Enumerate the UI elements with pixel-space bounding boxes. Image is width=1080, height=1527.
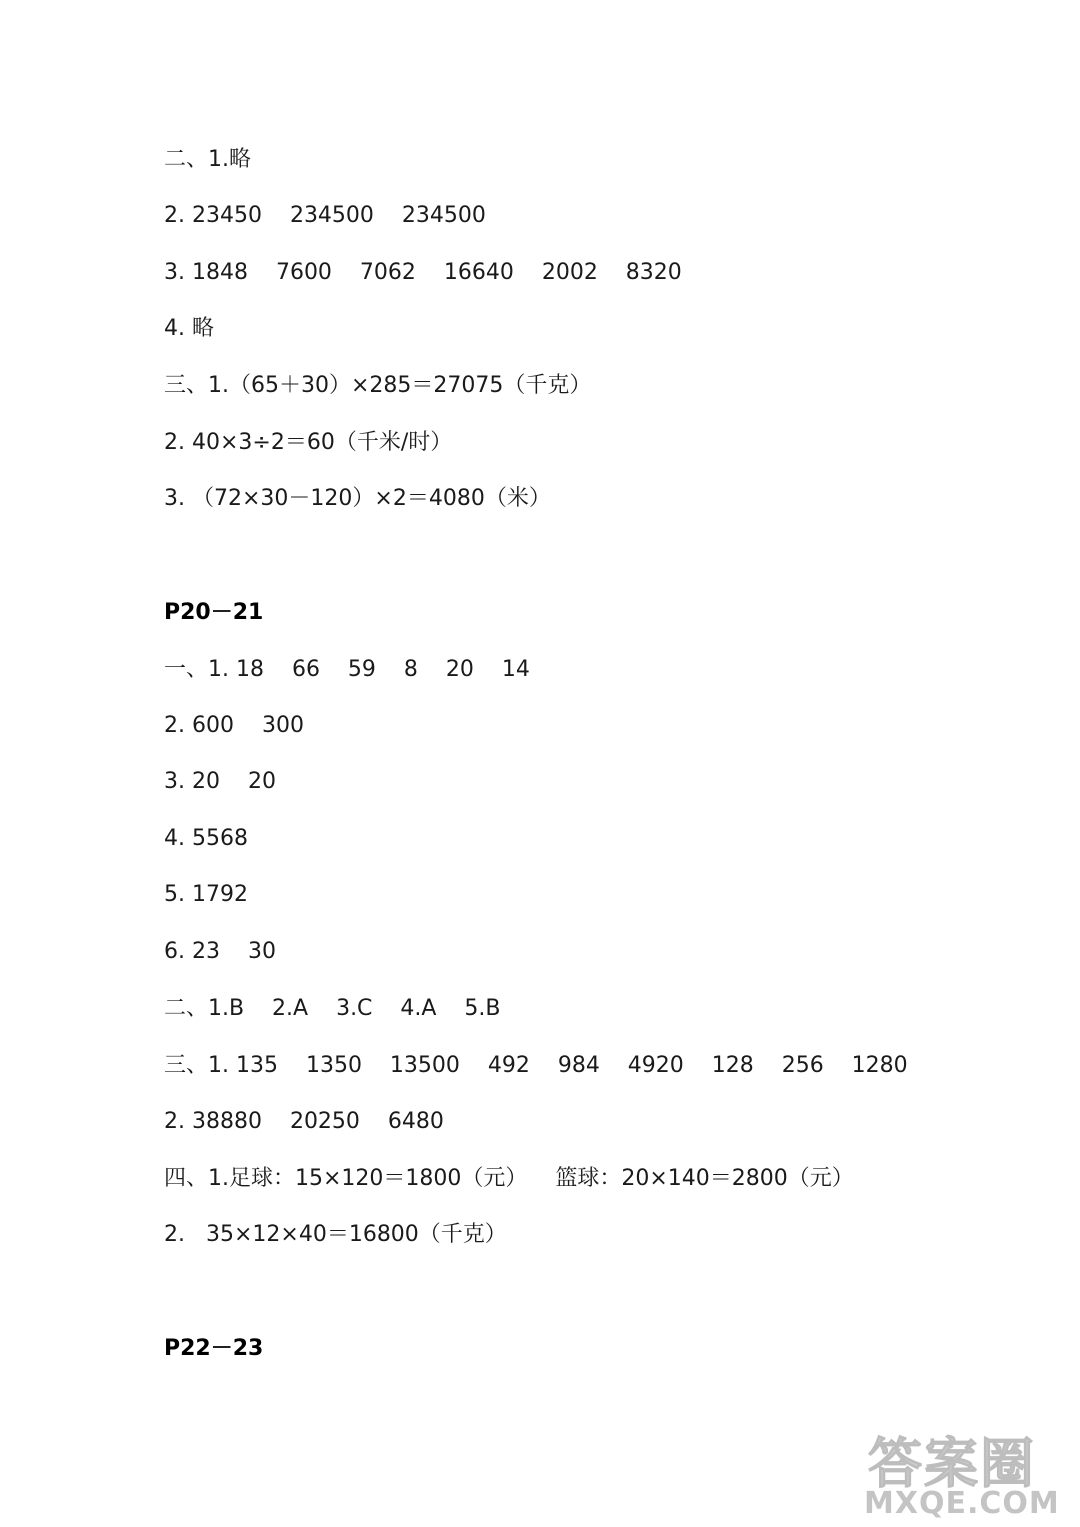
answer-line: 一、1. 18 66 59 8 20 14: [164, 657, 530, 682]
answer-line: 4. 略: [164, 316, 214, 341]
section-heading: P22－23: [164, 1336, 264, 1361]
answer-line: 二、1.略: [164, 147, 251, 172]
section-heading: P20－21: [164, 600, 264, 625]
answer-line: 2. 38880 20250 6480: [164, 1109, 444, 1134]
answer-line: 二、1.B 2.A 3.C 4.A 5.B: [164, 996, 501, 1021]
answer-line: 2. 40×3÷2＝60（千米/时）: [164, 430, 453, 455]
watermark-url: MXQE.COM: [864, 1486, 1060, 1521]
answer-line: 三、1.（65＋30）×285＝27075（千克）: [164, 373, 592, 398]
answer-line: 2. 23450 234500 234500: [164, 203, 486, 228]
watermark-mark: 答案圈: [868, 1432, 1036, 1495]
answer-line: 4. 5568: [164, 826, 248, 851]
answer-line: 3. （72×30－120）×2＝4080（米）: [164, 486, 551, 511]
answer-line: 3. 20 20: [164, 769, 276, 794]
answer-line: 三、1. 135 1350 13500 492 984 4920 128 256 1280: [164, 1053, 908, 1078]
answer-line: 2. 600 300: [164, 713, 304, 738]
answer-line: 5. 1792: [164, 882, 248, 907]
answer-line: 3. 1848 7600 7062 16640 2002 8320: [164, 260, 682, 285]
watermark-logo: [864, 1421, 1060, 1521]
answer-line: 四、1.足球：15×120＝1800（元） 篮球：20×140＝2800（元）: [164, 1166, 854, 1191]
answer-line: 6. 23 30: [164, 939, 276, 964]
answer-line: 2. 35×12×40＝16800（千克）: [164, 1222, 507, 1247]
